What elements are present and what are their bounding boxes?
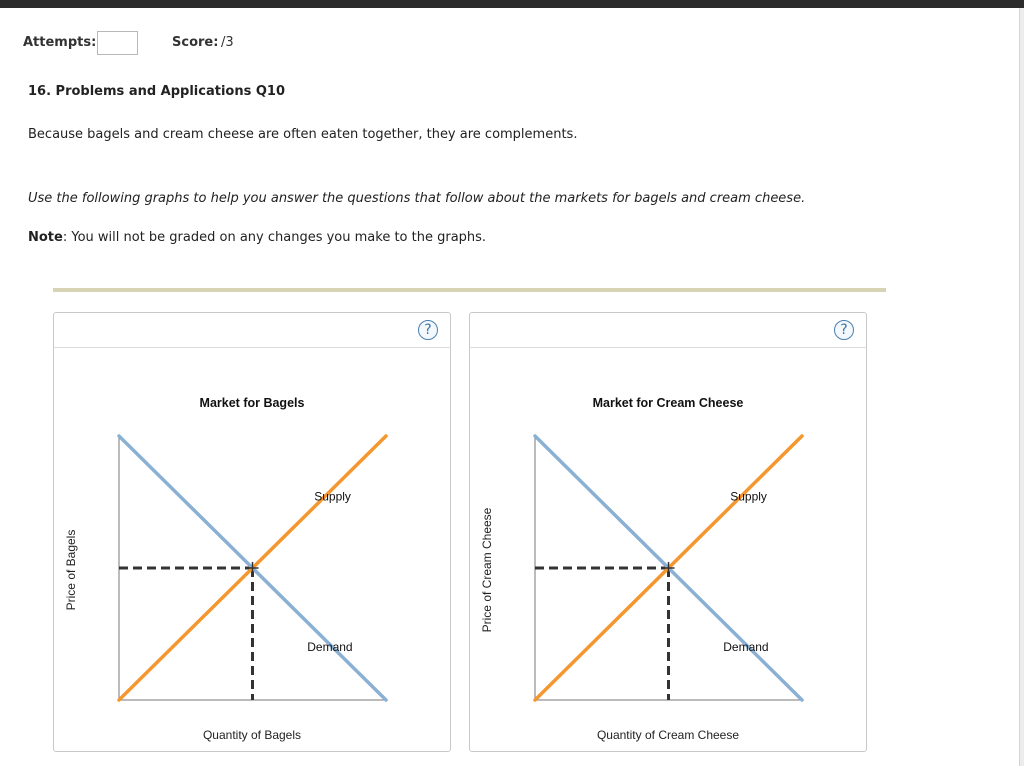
- help-icon[interactable]: ?: [418, 320, 438, 340]
- score-value: /3: [221, 35, 234, 50]
- attempts-value: [97, 31, 138, 55]
- y-axis-label: Price of Cream Cheese: [480, 507, 494, 633]
- help-icon[interactable]: ?: [834, 320, 854, 340]
- graph-panel-header: [54, 313, 450, 348]
- supply-label: Supply: [730, 489, 767, 504]
- scrollbar-track[interactable]: [1019, 8, 1024, 766]
- attempts-label: Attempts:: [23, 35, 97, 50]
- graph-panel-bagels: [53, 312, 451, 752]
- y-axis-label: Price of Bagels: [64, 529, 78, 611]
- chart-title: Market for Bagels: [199, 396, 305, 410]
- x-axis-label: Quantity of Cream Cheese: [596, 728, 740, 742]
- demand-label: Demand: [723, 640, 769, 655]
- x-axis-label: Quantity of Bagels: [202, 728, 302, 742]
- chart-title: Market for Cream Cheese: [592, 396, 744, 410]
- section-divider: [53, 288, 886, 292]
- question-title: 16. Problems and Applications Q10: [28, 84, 285, 99]
- graph-panel-cream-cheese: [469, 312, 867, 752]
- browser-top-bar: [0, 0, 1024, 8]
- question-text: Because bagels and cream cheese are often eaten together, they are complements.: [28, 127, 578, 142]
- question-note: [28, 230, 486, 245]
- cream-cheese-chart[interactable]: [470, 348, 866, 751]
- question-instructions: Use the following graphs to help you answer the questions that follow about the markets for bagels and cream cheese.: [28, 191, 806, 206]
- note-label: Note: [28, 230, 63, 245]
- score-label: Score:: [172, 35, 219, 50]
- demand-label: Demand: [307, 640, 353, 655]
- bagels-chart[interactable]: [54, 348, 450, 751]
- graph-panel-header: [470, 313, 866, 348]
- note-text: : You will not be graded on any changes you make to the graphs.: [62, 230, 487, 245]
- supply-label: Supply: [314, 489, 351, 504]
